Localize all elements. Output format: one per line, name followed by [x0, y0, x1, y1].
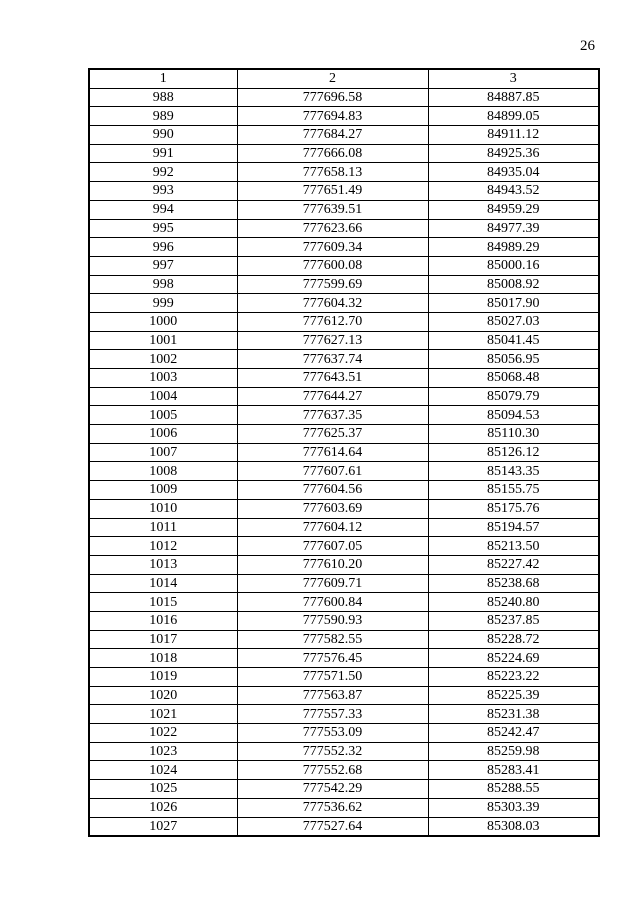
- table-row: [89, 443, 599, 462]
- table-cell-col-2: 777637.35: [237, 406, 428, 425]
- table-cell-col-1: 1027: [89, 817, 237, 836]
- table-row: [89, 780, 599, 799]
- table-cell-col-1: 1022: [89, 724, 237, 743]
- table-cell-col-1: 1013: [89, 555, 237, 574]
- table-cell-col-3: 85240.80: [428, 593, 599, 612]
- table-cell-col-3: 85303.39: [428, 798, 599, 817]
- table-cell-col-1: 989: [89, 107, 237, 126]
- table-cell-col-3: 85079.79: [428, 387, 599, 406]
- coordinates-table: [88, 68, 600, 837]
- table-cell-col-1: 1011: [89, 518, 237, 537]
- table-row: [89, 219, 599, 238]
- table-row: [89, 555, 599, 574]
- table-row: [89, 163, 599, 182]
- table-cell-col-2: 777604.12: [237, 518, 428, 537]
- table-row: [89, 369, 599, 388]
- table-cell-col-3: 85283.41: [428, 761, 599, 780]
- table-cell-col-3: 84911.12: [428, 126, 599, 145]
- table-cell-col-2: 777552.68: [237, 761, 428, 780]
- table-cell-col-1: 1003: [89, 369, 237, 388]
- table-cell-col-1: 1006: [89, 425, 237, 444]
- table-cell-col-1: 1016: [89, 611, 237, 630]
- table-cell-col-1: 1018: [89, 649, 237, 668]
- table-row: [89, 88, 599, 107]
- table-cell-col-3: 85110.30: [428, 425, 599, 444]
- table-cell-col-1: 990: [89, 126, 237, 145]
- table-cell-col-2: 777552.32: [237, 742, 428, 761]
- table-cell-col-3: 84989.29: [428, 238, 599, 257]
- table-cell-col-1: 1021: [89, 705, 237, 724]
- table-cell-col-1: 1026: [89, 798, 237, 817]
- table-cell-col-1: 995: [89, 219, 237, 238]
- table-cell-col-3: 85242.47: [428, 724, 599, 743]
- table-cell-col-3: 85155.75: [428, 481, 599, 500]
- table-cell-col-2: 777625.37: [237, 425, 428, 444]
- table-cell-col-1: 1014: [89, 574, 237, 593]
- table-cell-col-2: 777644.27: [237, 387, 428, 406]
- table-cell-col-1: 1012: [89, 537, 237, 556]
- table-row: [89, 611, 599, 630]
- table-row: [89, 107, 599, 126]
- table-row: [89, 481, 599, 500]
- table-row: [89, 686, 599, 705]
- table-cell-col-3: 85000.16: [428, 256, 599, 275]
- table-cell-col-3: 85017.90: [428, 294, 599, 313]
- table-cell-col-2: 777527.64: [237, 817, 428, 836]
- table-cell-col-2: 777614.64: [237, 443, 428, 462]
- table-cell-col-2: 777639.51: [237, 200, 428, 219]
- table-cell-col-2: 777609.34: [237, 238, 428, 257]
- table-cell-col-3: 85175.76: [428, 499, 599, 518]
- table-row: [89, 798, 599, 817]
- table-cell-col-3: 85231.38: [428, 705, 599, 724]
- page-number: 26: [580, 38, 595, 54]
- table-cell-col-1: 1020: [89, 686, 237, 705]
- table-row: [89, 518, 599, 537]
- table-row: [89, 238, 599, 257]
- table-cell-col-3: 85225.39: [428, 686, 599, 705]
- table-cell-col-3: 85041.45: [428, 331, 599, 350]
- table-cell-col-2: 777637.74: [237, 350, 428, 369]
- table-cell-col-2: 777563.87: [237, 686, 428, 705]
- table-cell-col-1: 1023: [89, 742, 237, 761]
- column-header-3: 3: [428, 69, 599, 88]
- table-row: [89, 499, 599, 518]
- table-body: [89, 88, 599, 836]
- table-cell-col-2: 777607.05: [237, 537, 428, 556]
- table-cell-col-2: 777604.32: [237, 294, 428, 313]
- table-cell-col-2: 777536.62: [237, 798, 428, 817]
- table-row: [89, 761, 599, 780]
- table-cell-col-3: 85224.69: [428, 649, 599, 668]
- table-row: [89, 126, 599, 145]
- table-row: [89, 574, 599, 593]
- table-cell-col-2: 777576.45: [237, 649, 428, 668]
- table-row: [89, 593, 599, 612]
- table-cell-col-1: 1009: [89, 481, 237, 500]
- table-row: [89, 537, 599, 556]
- table-cell-col-2: 777658.13: [237, 163, 428, 182]
- table-row: [89, 817, 599, 836]
- table-row: [89, 462, 599, 481]
- table-cell-col-1: 988: [89, 88, 237, 107]
- table-cell-col-2: 777610.20: [237, 555, 428, 574]
- table-row: [89, 649, 599, 668]
- table-cell-col-2: 777607.61: [237, 462, 428, 481]
- table-row: [89, 256, 599, 275]
- table-cell-col-1: 998: [89, 275, 237, 294]
- table-cell-col-3: 85237.85: [428, 611, 599, 630]
- table-cell-col-1: 1005: [89, 406, 237, 425]
- table-cell-col-3: 84887.85: [428, 88, 599, 107]
- table-cell-col-3: 85308.03: [428, 817, 599, 836]
- table-cell-col-1: 997: [89, 256, 237, 275]
- table-cell-col-3: 85027.03: [428, 312, 599, 331]
- table-cell-col-1: 1000: [89, 312, 237, 331]
- table-row: [89, 724, 599, 743]
- table-row: [89, 144, 599, 163]
- table-row: [89, 742, 599, 761]
- table-cell-col-3: 85227.42: [428, 555, 599, 574]
- table-cell-col-2: 777604.56: [237, 481, 428, 500]
- table-cell-col-1: 1001: [89, 331, 237, 350]
- table-cell-col-3: 85228.72: [428, 630, 599, 649]
- table-cell-col-2: 777599.69: [237, 275, 428, 294]
- table-cell-col-3: 84943.52: [428, 182, 599, 201]
- table-cell-col-3: 85288.55: [428, 780, 599, 799]
- table-header-row: [89, 69, 599, 88]
- table-cell-col-1: 993: [89, 182, 237, 201]
- table-cell-col-3: 85223.22: [428, 668, 599, 687]
- table-row: [89, 668, 599, 687]
- table-cell-col-1: 996: [89, 238, 237, 257]
- table-row: [89, 294, 599, 313]
- table-cell-col-1: 999: [89, 294, 237, 313]
- table-cell-col-2: 777609.71: [237, 574, 428, 593]
- table-cell-col-2: 777666.08: [237, 144, 428, 163]
- table-cell-col-2: 777542.29: [237, 780, 428, 799]
- table-row: [89, 275, 599, 294]
- table-cell-col-3: 85094.53: [428, 406, 599, 425]
- table-cell-col-1: 1010: [89, 499, 237, 518]
- table-cell-col-2: 777627.13: [237, 331, 428, 350]
- table-row: [89, 406, 599, 425]
- table-cell-col-1: 1019: [89, 668, 237, 687]
- table-cell-col-3: 84899.05: [428, 107, 599, 126]
- column-header-2: 2: [237, 69, 428, 88]
- table-cell-col-3: 84935.04: [428, 163, 599, 182]
- table-cell-col-3: 85068.48: [428, 369, 599, 388]
- table-cell-col-1: 1025: [89, 780, 237, 799]
- table-cell-col-1: 1024: [89, 761, 237, 780]
- table-cell-col-2: 777694.83: [237, 107, 428, 126]
- table-row: [89, 182, 599, 201]
- table-cell-col-2: 777590.93: [237, 611, 428, 630]
- column-header-1: 1: [89, 69, 237, 88]
- table-cell-col-1: 991: [89, 144, 237, 163]
- table-cell-col-1: 1015: [89, 593, 237, 612]
- table-row: [89, 425, 599, 444]
- table-cell-col-2: 777557.33: [237, 705, 428, 724]
- table-cell-col-2: 777612.70: [237, 312, 428, 331]
- table-cell-col-1: 994: [89, 200, 237, 219]
- table-row: [89, 350, 599, 369]
- table-cell-col-1: 1002: [89, 350, 237, 369]
- table-cell-col-1: 1017: [89, 630, 237, 649]
- table-cell-col-2: 777582.55: [237, 630, 428, 649]
- table-cell-col-3: 85213.50: [428, 537, 599, 556]
- table-cell-col-3: 84977.39: [428, 219, 599, 238]
- table-cell-col-2: 777571.50: [237, 668, 428, 687]
- table-row: [89, 630, 599, 649]
- table-cell-col-3: 85259.98: [428, 742, 599, 761]
- table-cell-col-2: 777623.66: [237, 219, 428, 238]
- table-cell-col-2: 777696.58: [237, 88, 428, 107]
- table-cell-col-1: 1007: [89, 443, 237, 462]
- table-cell-col-2: 777600.84: [237, 593, 428, 612]
- table-cell-col-3: 84925.36: [428, 144, 599, 163]
- table-cell-col-2: 777553.09: [237, 724, 428, 743]
- table-cell-col-2: 777684.27: [237, 126, 428, 145]
- table-cell-col-1: 1008: [89, 462, 237, 481]
- table-cell-col-3: 85056.95: [428, 350, 599, 369]
- table-row: [89, 387, 599, 406]
- table-row: [89, 200, 599, 219]
- table-cell-col-3: 84959.29: [428, 200, 599, 219]
- table-cell-col-3: 85126.12: [428, 443, 599, 462]
- table-cell-col-2: 777600.08: [237, 256, 428, 275]
- table-cell-col-1: 992: [89, 163, 237, 182]
- table-cell-col-3: 85143.35: [428, 462, 599, 481]
- table-row: [89, 705, 599, 724]
- table-cell-col-2: 777643.51: [237, 369, 428, 388]
- table-cell-col-2: 777651.49: [237, 182, 428, 201]
- table-cell-col-3: 85008.92: [428, 275, 599, 294]
- table-cell-col-2: 777603.69: [237, 499, 428, 518]
- table-cell-col-1: 1004: [89, 387, 237, 406]
- table-cell-col-3: 85194.57: [428, 518, 599, 537]
- table-row: [89, 331, 599, 350]
- table-cell-col-3: 85238.68: [428, 574, 599, 593]
- table-row: [89, 312, 599, 331]
